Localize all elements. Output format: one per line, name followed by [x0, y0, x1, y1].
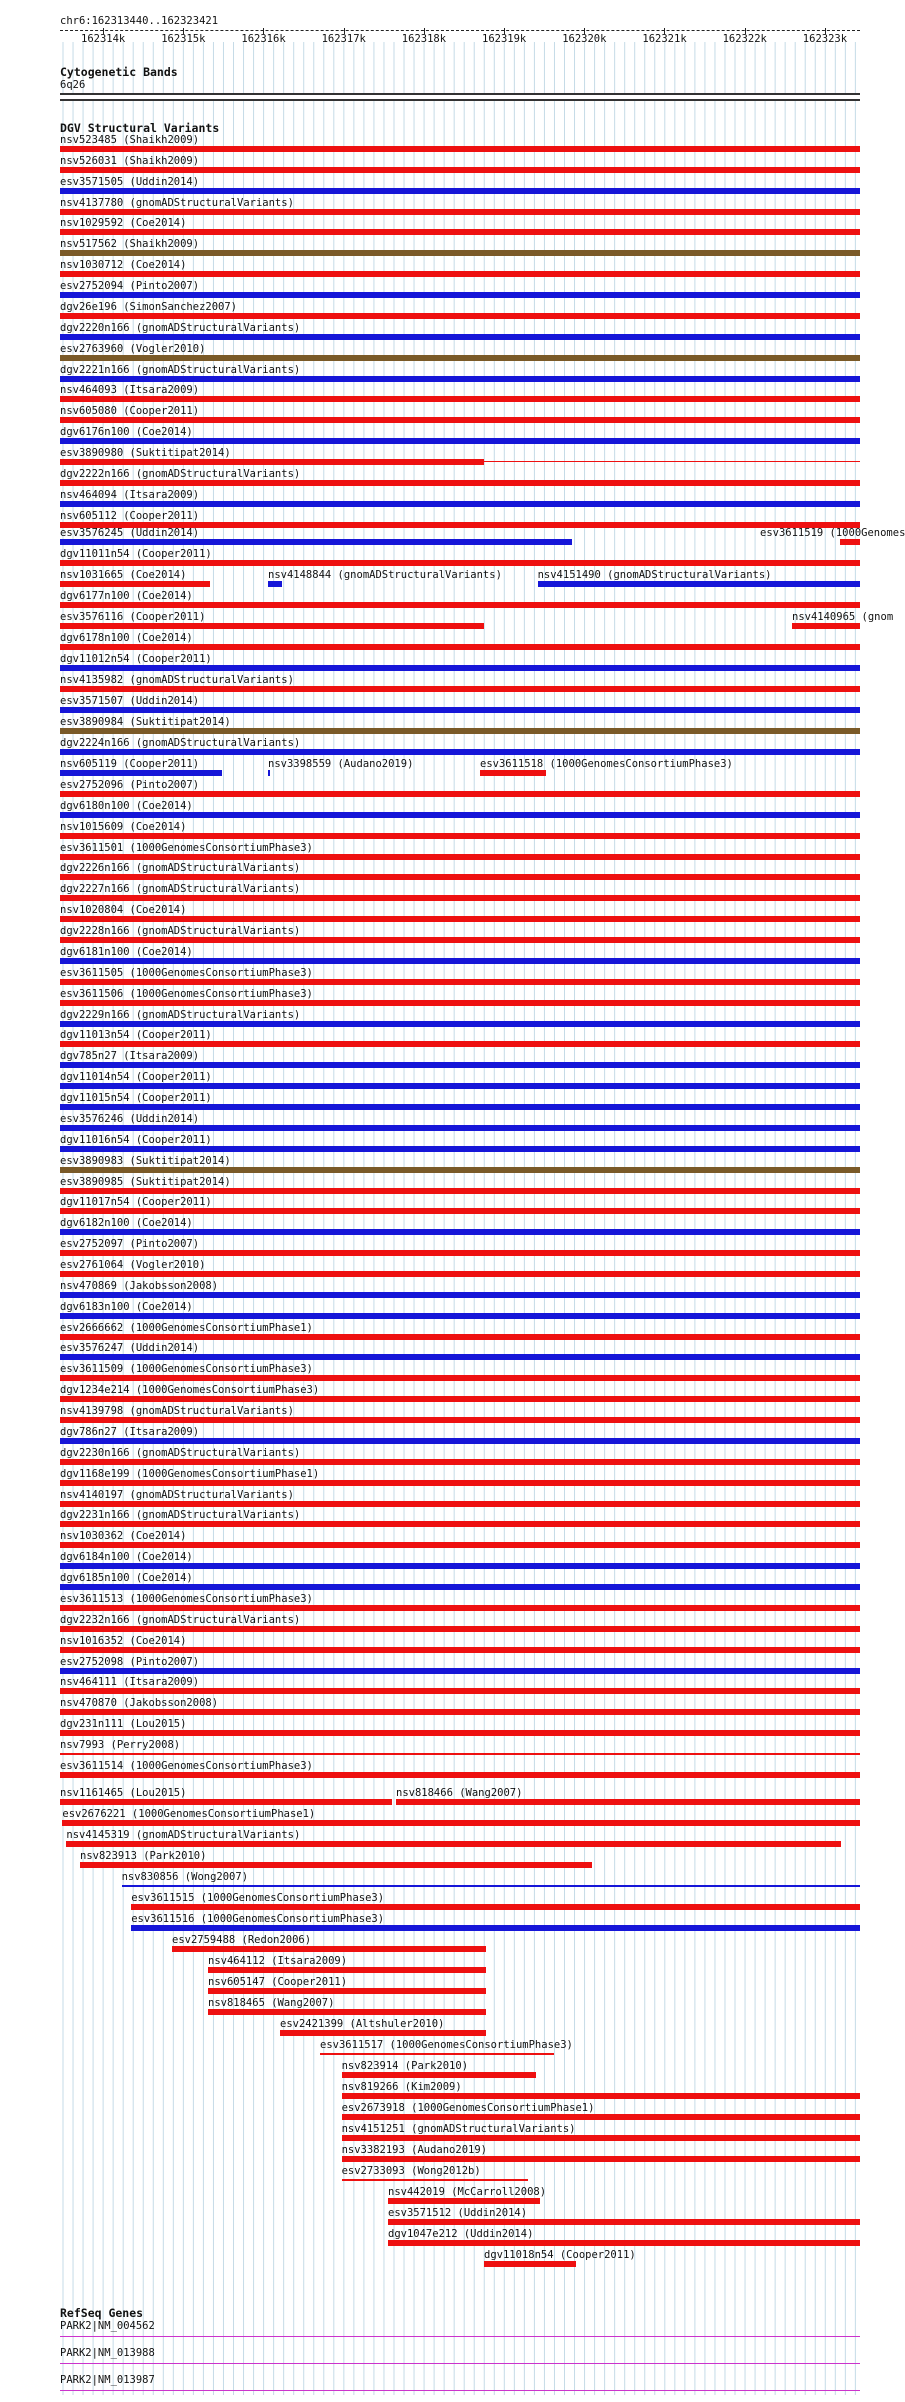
variant-label[interactable]: nsv3398559 (Audano2019) — [268, 758, 414, 770]
variant-label[interactable]: nsv464111 (Itsara2009) — [60, 1676, 200, 1689]
variant-bar[interactable] — [60, 1605, 860, 1611]
variant-bar[interactable] — [60, 1021, 860, 1027]
variant-label[interactable]: dgv2221n166 (gnomADStructuralVariants) — [60, 363, 301, 376]
variant-label[interactable]: dgv1047e212 (Uddin2014) — [388, 2228, 534, 2240]
variant-bar[interactable] — [268, 770, 270, 776]
variant-bar[interactable] — [60, 501, 860, 507]
refseq-track-title: RefSeq Genes — [60, 2306, 144, 2320]
variant-label[interactable]: nsv823913 (Park2010) — [80, 1850, 207, 1862]
variant-label[interactable]: esv3611513 (1000GenomesConsortiumPhase3) — [60, 1592, 313, 1605]
variant-label[interactable]: esv2673918 (1000GenomesConsortiumPhase1) — [341, 2102, 595, 2114]
variant-bar[interactable] — [342, 2179, 528, 2181]
variant-label[interactable]: nsv4139798 (gnomADStructuralVariants) — [60, 1405, 294, 1418]
variant-bar[interactable] — [60, 1668, 860, 1674]
variant-bar[interactable] — [60, 1229, 860, 1235]
variant-label[interactable]: dgv6183n100 (Coe2014) — [60, 1300, 193, 1313]
variant-label[interactable]: dgv2224n166 (gnomADStructuralVariants) — [60, 737, 301, 749]
variant-label[interactable]: nsv823914 (Park2010) — [341, 2060, 469, 2072]
cytoband-label: 6q26 — [60, 79, 86, 91]
variant-bar[interactable] — [60, 292, 860, 298]
variant-bar[interactable] — [62, 1820, 860, 1826]
variant-label[interactable]: esv3611517 (1000GenomesConsortiumPhase3) — [320, 2039, 573, 2051]
variant-label[interactable]: dgv2232n166 (gnomADStructuralVariants) — [60, 1613, 301, 1626]
variant-label[interactable]: dgv6184n100 (Coe2014) — [60, 1551, 193, 1564]
variant-label[interactable]: esv3611516 (1000GenomesConsortiumPhase3) — [131, 1913, 385, 1925]
variant-label[interactable]: dgv11015n54 (Cooper2011) — [60, 1092, 212, 1105]
variant-label[interactable]: nsv442019 (McCarroll2008) — [388, 2186, 547, 2198]
variant-bar[interactable] — [122, 1885, 860, 1887]
refseq-gene-line[interactable] — [60, 2336, 860, 2337]
variant-label[interactable]: dgv6180n100 (Coe2014) — [60, 799, 193, 812]
variant-bar[interactable] — [60, 376, 860, 382]
variant-label[interactable]: nsv818466 (Wang2007) — [396, 1787, 523, 1799]
variant-label[interactable]: nsv4148844 (gnomADStructuralVariants) — [268, 569, 502, 581]
variant-bar[interactable] — [60, 1125, 860, 1131]
cytobands-track-title: Cytogenetic Bands — [60, 65, 178, 79]
variant-label[interactable]: nsv464094 (Itsara2009) — [60, 488, 200, 501]
dgv-track-title: DGV Structural Variants — [60, 121, 220, 135]
variant-label[interactable]: esv3576246 (Uddin2014) — [60, 1112, 200, 1125]
variant-bar[interactable] — [60, 313, 860, 319]
ruler-tick-label: 162317k — [321, 33, 366, 45]
variant-bar[interactable] — [60, 686, 860, 692]
variant-bar[interactable] — [342, 2072, 536, 2078]
variant-label[interactable]: esv3576247 (Uddin2014) — [60, 1342, 200, 1355]
ruler-tick-label: 162321k — [642, 33, 687, 45]
variant-bar[interactable] — [480, 770, 546, 776]
variant-label[interactable]: nsv470869 (Jakobsson2008) — [60, 1279, 219, 1292]
variant-bar[interactable] — [172, 1946, 486, 1952]
variant-label[interactable]: nsv464112 (Itsara2009) — [208, 1955, 348, 1967]
variant-label[interactable]: dgv785n27 (Itsara2009) — [60, 1050, 200, 1063]
variant-label[interactable]: nsv470870 (Jakobsson2008) — [60, 1697, 219, 1710]
ruler-tick-label: 162322k — [722, 33, 767, 45]
refseq-gene-line[interactable] — [60, 2390, 860, 2391]
variant-bar[interactable] — [60, 874, 860, 880]
variant-bar[interactable] — [60, 271, 860, 277]
variant-label[interactable]: nsv1161465 (Lou2015) — [60, 1787, 187, 1799]
variant-label[interactable]: esv2676221 (1000GenomesConsortiumPhase1) — [62, 1808, 316, 1820]
variant-label[interactable]: dgv2226n166 (gnomADStructuralVariants) — [60, 862, 301, 875]
ruler-tick-label: 162314k — [81, 33, 126, 45]
variant-bar[interactable] — [60, 1396, 860, 1402]
variant-bar[interactable] — [60, 1542, 860, 1548]
variant-label[interactable]: dgv6176n100 (Coe2014) — [60, 426, 193, 439]
variant-label[interactable]: esv3611505 (1000GenomesConsortiumPhase3) — [60, 966, 313, 979]
variant-bar[interactable] — [60, 1563, 860, 1569]
variant-label[interactable]: dgv2222n166 (gnomADStructuralVariants) — [60, 467, 301, 480]
variant-bar[interactable] — [60, 602, 860, 608]
variant-label[interactable]: esv3611518 (1000GenomesConsortiumPhase3) — [480, 758, 733, 770]
variant-bar[interactable] — [131, 1925, 860, 1931]
variant-label[interactable]: nsv4151251 (gnomADStructuralVariants) — [341, 2123, 576, 2135]
variant-bar[interactable] — [60, 1688, 860, 1694]
variant-label[interactable]: nsv7993 (Perry2008) — [60, 1739, 181, 1752]
variant-bar[interactable] — [388, 2219, 860, 2225]
variant-bar[interactable] — [60, 833, 860, 839]
variant-label[interactable]: dgv6177n100 (Coe2014) — [60, 590, 193, 602]
variant-bar[interactable] — [484, 2261, 576, 2267]
variant-bar[interactable] — [60, 1292, 860, 1298]
variant-label[interactable]: nsv464093 (Itsara2009) — [60, 384, 200, 397]
variant-bar[interactable] — [60, 355, 860, 361]
variant-bar[interactable] — [60, 1709, 860, 1715]
variant-bar[interactable] — [60, 1041, 860, 1047]
variant-bar[interactable] — [60, 895, 860, 901]
variant-bar[interactable] — [60, 250, 860, 256]
variant-bar[interactable] — [60, 1730, 860, 1736]
cytoband-bar[interactable] — [60, 93, 860, 101]
variant-bar[interactable] — [60, 1334, 860, 1340]
variant-label[interactable]: esv2759488 (Redon2006) — [172, 1934, 312, 1946]
variant-bar[interactable] — [60, 417, 860, 423]
variant-bar[interactable] — [60, 438, 860, 444]
variant-bar[interactable] — [60, 1375, 860, 1381]
variant-label[interactable]: esv3571512 (Uddin2014) — [388, 2207, 528, 2219]
variant-label[interactable]: esv3611515 (1000GenomesConsortiumPhase3) — [131, 1892, 385, 1904]
variant-label[interactable]: esv2752096 (Pinto2007) — [60, 779, 200, 791]
refseq-gene-label[interactable]: PARK2|NM_013988 — [60, 2347, 155, 2359]
variant-bar[interactable] — [342, 2135, 860, 2141]
variant-bar[interactable] — [60, 1000, 860, 1006]
variant-bar[interactable] — [60, 1271, 860, 1277]
variant-bar[interactable] — [60, 480, 860, 486]
variant-bar[interactable] — [60, 1438, 860, 1444]
variant-label[interactable]: dgv11018n54 (Cooper2011) — [484, 2249, 636, 2261]
variant-bar[interactable] — [60, 770, 222, 776]
variant-bar[interactable] — [80, 1862, 592, 1868]
variant-label[interactable]: nsv4151490 (gnomADStructuralVariants) — [537, 569, 772, 581]
refseq-gene-label[interactable]: PARK2|NM_013987 — [60, 2374, 155, 2386]
variant-bar[interactable] — [60, 1584, 860, 1590]
variant-bar[interactable] — [60, 707, 860, 713]
variant-label[interactable]: dgv11012n54 (Cooper2011) — [60, 653, 212, 665]
refseq-gene-line[interactable] — [60, 2363, 860, 2364]
variant-label[interactable]: esv3890984 (Suktitipat2014) — [60, 716, 231, 728]
variant-label[interactable]: nsv3382193 (Audano2019) — [341, 2144, 487, 2156]
variant-bar[interactable] — [60, 1799, 392, 1805]
variant-label[interactable]: esv2666662 (1000GenomesConsortiumPhase1) — [60, 1321, 313, 1334]
variant-bar[interactable] — [396, 1799, 860, 1805]
variant-label[interactable]: nsv526031 (Shaikh2009) — [60, 154, 200, 167]
variant-label[interactable]: nsv830856 (Wong2007) — [121, 1871, 249, 1883]
variant-bar[interactable] — [60, 1626, 860, 1632]
variant-label[interactable]: nsv1016352 (Coe2014) — [60, 1634, 187, 1647]
variant-label[interactable]: dgv6182n100 (Coe2014) — [60, 1217, 193, 1230]
ruler-tick-label: 162316k — [241, 33, 286, 45]
variant-label[interactable]: dgv2220n166 (gnomADStructuralVariants) — [60, 321, 301, 334]
variant-bar[interactable] — [280, 2030, 486, 2036]
variant-bar[interactable] — [60, 728, 860, 734]
variant-bar[interactable] — [60, 1062, 860, 1068]
variant-bar[interactable] — [538, 581, 860, 587]
variant-label[interactable]: dgv26e196 (SimonSanchez2007) — [60, 300, 238, 313]
variant-label[interactable]: dgv6178n100 (Coe2014) — [60, 632, 193, 644]
variant-bar[interactable] — [60, 623, 484, 629]
variant-bar[interactable] — [60, 334, 860, 340]
variant-bar[interactable] — [60, 1521, 860, 1527]
variant-label[interactable]: esv2733093 (Wong2012b) — [341, 2165, 481, 2177]
variant-bar[interactable] — [60, 396, 860, 402]
variant-label[interactable]: dgv2230n166 (gnomADStructuralVariants) — [60, 1446, 301, 1459]
variant-label[interactable]: esv3611509 (1000GenomesConsortiumPhase3) — [60, 1363, 313, 1376]
variant-label[interactable]: dgv2231n166 (gnomADStructuralVariants) — [60, 1509, 301, 1522]
ruler-tick-label: 162320k — [562, 33, 607, 45]
variant-bar[interactable] — [342, 2114, 860, 2120]
variant-label[interactable]: esv3576245 (Uddin2014) — [60, 527, 200, 539]
variant-label[interactable]: nsv1030712 (Coe2014) — [60, 259, 187, 272]
variant-bar[interactable] — [60, 916, 860, 922]
ruler-line — [60, 30, 860, 32]
variant-label[interactable]: esv3571507 (Uddin2014) — [60, 695, 200, 707]
location-label: chr6:162313440..162323421 — [60, 15, 219, 27]
variant-bar[interactable] — [60, 539, 572, 545]
variant-label[interactable]: nsv605119 (Cooper2011) — [60, 758, 200, 770]
variant-label[interactable]: esv2763960 (Vogler2010) — [60, 342, 206, 355]
ruler-tick-label: 162318k — [401, 33, 447, 45]
variant-bar[interactable] — [60, 812, 860, 818]
variant-bar[interactable] — [208, 1988, 486, 1994]
variant-label[interactable]: esv3611514 (1000GenomesConsortiumPhase3) — [60, 1759, 313, 1772]
variant-bar[interactable] — [60, 1313, 860, 1319]
variant-label[interactable]: esv2752094 (Pinto2007) — [60, 280, 200, 293]
variant-bar[interactable] — [60, 581, 210, 587]
variant-bar[interactable] — [388, 2240, 860, 2246]
variant-bar[interactable] — [60, 1146, 860, 1152]
variant-bar[interactable] — [60, 791, 860, 797]
variant-label[interactable]: dgv2227n166 (gnomADStructuralVariants) — [60, 883, 301, 896]
variant-label[interactable]: nsv4145319 (gnomADStructuralVariants) — [66, 1829, 301, 1841]
variant-bar[interactable] — [60, 1104, 860, 1110]
variant-tail-line — [484, 461, 860, 462]
variant-bar[interactable] — [131, 1904, 860, 1910]
variant-bar[interactable] — [60, 1354, 860, 1360]
variant-label[interactable]: esv3611501 (1000GenomesConsortiumPhase3) — [60, 841, 313, 854]
variant-bar[interactable] — [60, 560, 860, 566]
variant-bar[interactable] — [60, 1753, 860, 1755]
variant-label[interactable]: nsv1020804 (Coe2014) — [60, 904, 187, 917]
variant-bar[interactable] — [342, 2156, 860, 2162]
variant-label[interactable]: nsv819266 (Kim2009) — [341, 2081, 462, 2093]
variant-label[interactable]: dgv11016n54 (Cooper2011) — [60, 1133, 212, 1146]
ruler-tick-label: 162315k — [161, 33, 206, 45]
variant-bar[interactable] — [60, 459, 484, 465]
ruler-tick-label: 162319k — [482, 33, 527, 45]
variant-bar[interactable] — [60, 167, 860, 173]
variant-bar[interactable] — [60, 1501, 860, 1507]
variant-label[interactable]: nsv1015609 (Coe2014) — [60, 820, 187, 833]
variant-bar[interactable] — [840, 539, 860, 545]
variant-label[interactable]: nsv818465 (Wang2007) — [208, 1997, 335, 2009]
variant-label[interactable]: dgv1234e214 (1000GenomesConsortiumPhase3) — [60, 1384, 320, 1397]
variant-label[interactable]: esv2761064 (Vogler2010) — [60, 1259, 206, 1271]
variant-bar[interactable] — [60, 229, 860, 235]
variant-bar[interactable] — [320, 2053, 554, 2055]
variant-bar[interactable] — [60, 1459, 860, 1465]
refseq-gene-label[interactable]: PARK2|NM_004562 — [60, 2320, 155, 2332]
variant-bar[interactable] — [60, 958, 860, 964]
ruler-tick-label: 162323k — [802, 33, 848, 45]
variant-bar[interactable] — [60, 749, 860, 755]
variant-bar[interactable] — [60, 146, 860, 152]
variant-label[interactable]: nsv605147 (Cooper2011) — [208, 1976, 348, 1988]
variant-bar[interactable] — [66, 1841, 840, 1847]
variant-label[interactable]: esv3890980 (Suktitipat2014) — [60, 447, 231, 460]
variant-label[interactable]: dgv1168e199 (1000GenomesConsortiumPhase1) — [60, 1467, 320, 1480]
variant-label[interactable]: dgv6181n100 (Coe2014) — [60, 945, 193, 958]
variant-label[interactable]: dgv11017n54 (Cooper2011) — [60, 1196, 212, 1209]
variant-label[interactable]: esv2752097 (Pinto2007) — [60, 1238, 200, 1251]
variant-bar[interactable] — [208, 1967, 486, 1973]
variant-label[interactable]: dgv6185n100 (Coe2014) — [60, 1572, 193, 1585]
variant-bar[interactable] — [60, 1480, 860, 1486]
variant-label[interactable]: dgv2229n166 (gnomADStructuralVariants) — [60, 1008, 301, 1021]
variant-bar[interactable] — [60, 665, 860, 671]
variant-bar[interactable] — [60, 209, 860, 215]
variant-bar[interactable] — [60, 854, 860, 860]
variant-bar[interactable] — [388, 2198, 540, 2204]
variant-label[interactable]: nsv517562 (Shaikh2009) — [60, 238, 200, 251]
variant-bar[interactable] — [208, 2009, 486, 2015]
variant-bar[interactable] — [60, 1167, 860, 1173]
variant-label[interactable]: esv3571505 (Uddin2014) — [60, 175, 200, 188]
variant-label[interactable]: nsv523485 (Shaikh2009) — [60, 134, 200, 146]
variant-label[interactable]: esv3890983 (Suktitipat2014) — [60, 1154, 231, 1167]
variant-label[interactable]: nsv4135982 (gnomADStructuralVariants) — [60, 674, 294, 686]
variant-bar[interactable] — [60, 1647, 860, 1653]
variant-label[interactable]: esv2752098 (Pinto2007) — [60, 1655, 200, 1668]
variant-bar[interactable] — [60, 1250, 860, 1256]
variant-label[interactable]: esv2421399 (Altshuler2010) — [280, 2018, 445, 2030]
variant-label[interactable]: dgv786n27 (Itsara2009) — [60, 1425, 200, 1438]
variant-bar[interactable] — [268, 581, 282, 587]
variant-bar[interactable] — [60, 1188, 860, 1194]
variant-label[interactable]: dgv11014n54 (Cooper2011) — [60, 1071, 212, 1084]
variant-bar[interactable] — [60, 1417, 860, 1423]
variant-bar[interactable] — [60, 937, 860, 943]
variant-label[interactable]: dgv11011n54 (Cooper2011) — [60, 548, 212, 560]
variant-label[interactable]: nsv4140197 (gnomADStructuralVariants) — [60, 1488, 294, 1501]
variant-bar[interactable] — [60, 1772, 860, 1778]
variant-label[interactable]: esv3890985 (Suktitipat2014) — [60, 1175, 231, 1188]
variant-label[interactable]: esv3611519 (1000Genomes — [760, 527, 905, 539]
variant-label[interactable]: nsv1029592 (Coe2014) — [60, 217, 187, 230]
variant-label[interactable]: esv3576116 (Cooper2011) — [60, 611, 206, 623]
variant-label[interactable]: nsv4140965 (gnom — [792, 611, 894, 623]
variant-bar[interactable] — [60, 1208, 860, 1214]
variant-bar[interactable] — [342, 2093, 860, 2099]
variant-bar[interactable] — [60, 644, 860, 650]
variant-label[interactable]: nsv605080 (Cooper2011) — [60, 405, 200, 418]
variant-label[interactable]: dgv11013n54 (Cooper2011) — [60, 1029, 212, 1042]
variant-label[interactable]: nsv1030362 (Coe2014) — [60, 1530, 187, 1543]
variant-label[interactable]: dgv2228n166 (gnomADStructuralVariants) — [60, 925, 301, 938]
variant-label[interactable]: nsv1031665 (Coe2014) — [60, 569, 187, 581]
variant-bar[interactable] — [60, 979, 860, 985]
variant-label[interactable]: nsv605112 (Cooper2011) — [60, 509, 200, 522]
variant-label[interactable]: dgv231n111 (Lou2015) — [60, 1718, 187, 1731]
variant-bar[interactable] — [60, 188, 860, 194]
variant-label[interactable]: esv3611506 (1000GenomesConsortiumPhase3) — [60, 987, 313, 1000]
variant-bar[interactable] — [60, 1083, 860, 1089]
variant-label[interactable]: nsv4137780 (gnomADStructuralVariants) — [60, 196, 294, 209]
variant-bar[interactable] — [792, 623, 860, 629]
